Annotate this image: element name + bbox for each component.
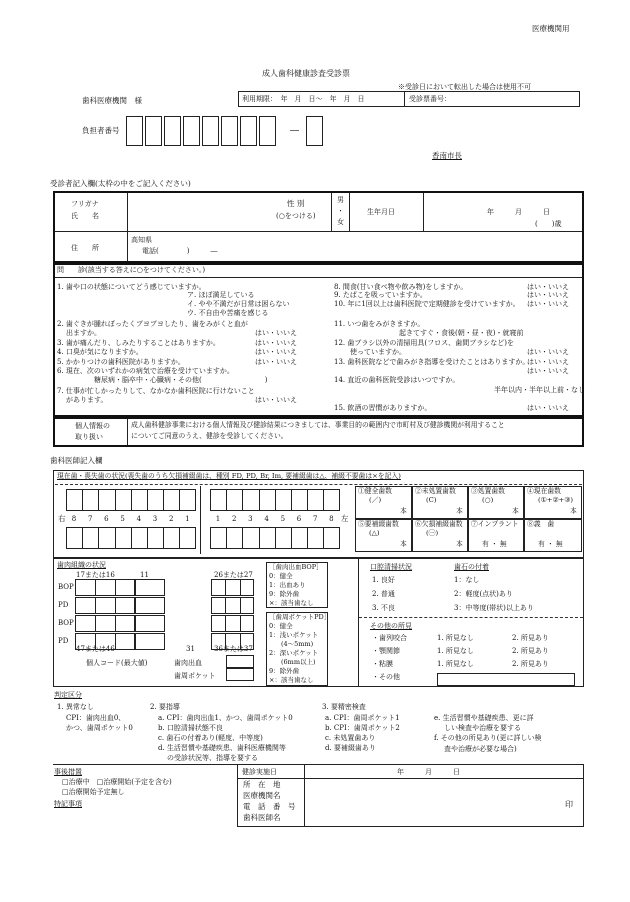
yes-no-option[interactable]: はい・いいえ bbox=[527, 283, 569, 291]
questionnaire-title: 問 診(該当する答えに○をつけてください。) bbox=[57, 266, 206, 274]
judgement-guidance[interactable]: 2. 要指導 bbox=[150, 703, 180, 711]
perio-label-47-46: 47または46 bbox=[76, 645, 115, 653]
calculus-option[interactable]: 2：軽度(点状)あり bbox=[454, 590, 513, 598]
hygiene-option[interactable]: 2. 普通 bbox=[372, 590, 395, 598]
privacy-text-1: 成人歯科健診事業における個人情報及び健診結果につきましては、事業目的の範囲内で市町村及び健診機関が利用すること bbox=[131, 421, 505, 429]
question-q6: 6. 現在、次のいずれかの病気で治療を受けていますか。 bbox=[57, 367, 234, 375]
bop-legend-item: ［歯肉出血BOP］ bbox=[269, 563, 323, 571]
question-q8: 8. 間食(甘い食べ物や飲み物)をしますか。 bbox=[334, 283, 468, 291]
sex-hint: (○をつける) bbox=[276, 212, 316, 220]
perio-cell-group[interactable] bbox=[135, 579, 165, 596]
other-finding-none[interactable]: 1. 所見なし bbox=[437, 647, 474, 655]
yes-no-option[interactable]: はい・いいえ bbox=[255, 358, 297, 366]
question-q12a: 12. 歯ブラシ以外の清掃用具(フロス、歯間ブラシなど)を bbox=[334, 339, 515, 347]
gum-bleeding-label: 歯肉出血 bbox=[174, 659, 202, 667]
yes-no-option[interactable]: はい・いいえ bbox=[527, 291, 569, 299]
detailed-item: c. 未処置歯あり bbox=[325, 734, 376, 742]
yes-no-option[interactable]: はい・いいえ bbox=[527, 367, 569, 375]
other-finding-label: ・顎関節 bbox=[372, 647, 400, 655]
phone-field[interactable]: 電話( ) ― bbox=[142, 247, 218, 255]
perio-row-label: PD bbox=[58, 637, 69, 645]
tooth-number: 8 bbox=[329, 515, 334, 523]
perio-cell-group[interactable] bbox=[211, 597, 254, 614]
tooth-count-sub: (C) bbox=[426, 496, 437, 504]
pd-legend-item: (4〜5mm) bbox=[281, 640, 314, 648]
exam-date-label: 健診実施日 bbox=[242, 768, 277, 776]
perio-label-36-37: 36または37 bbox=[214, 645, 253, 653]
hygiene-option[interactable]: 3. 不良 bbox=[372, 604, 395, 612]
question-q4: 4. 口臭が気になりますか。 bbox=[57, 348, 143, 356]
other-finding-yes[interactable]: 2. 所見あり bbox=[512, 660, 549, 668]
tooth-number: 8 bbox=[71, 515, 77, 523]
tooth-number: 1 bbox=[185, 515, 190, 523]
judgement-title: 判定区分 bbox=[54, 691, 82, 699]
question-q2b: 出ますか。 bbox=[66, 329, 101, 337]
perio-cell-group[interactable] bbox=[75, 633, 135, 650]
question-q9: 9. たばこを吸っていますか。 bbox=[334, 291, 427, 299]
payer-digit-box[interactable] bbox=[145, 116, 162, 146]
furigana-label: フリガナ bbox=[71, 200, 99, 208]
perio-label-11: 11 bbox=[140, 571, 149, 579]
gum-pocket-label: 歯周ポケット bbox=[174, 672, 216, 680]
question-q11-ans: 起きてすぐ・食後(朝・昼・夜)・就寝前 bbox=[399, 329, 524, 337]
tooth-number: 2 bbox=[231, 515, 237, 523]
sex-male-option[interactable]: 男 bbox=[337, 196, 344, 204]
tooth-count-label: ⑧義 歯 bbox=[527, 520, 555, 528]
perio-label-31: 31 bbox=[186, 645, 195, 653]
bop-legend-item: 1：出血あり bbox=[269, 581, 306, 589]
address-label: 住 所 bbox=[71, 244, 99, 252]
question-q11: 11. いつ歯をみがきますか。 bbox=[334, 320, 425, 328]
bop-legend-item: ×：該当歯なし bbox=[269, 599, 314, 607]
payer-separator: ― bbox=[290, 126, 299, 136]
payer-digit-box[interactable] bbox=[164, 116, 181, 146]
gum-bleeding-code-box[interactable] bbox=[226, 655, 254, 668]
guidance-item: c. 歯石の付着あり(軽度、中等度) bbox=[158, 734, 263, 742]
judgement-f-1: f. その他の所見あり(更に詳しい検 bbox=[434, 734, 542, 742]
tooth-count-unit: 本 bbox=[456, 507, 463, 515]
hygiene-title: 口腔清掃状況 bbox=[370, 563, 412, 571]
perio-cell-group[interactable] bbox=[135, 615, 165, 632]
pd-legend-item: 2：深いポケット bbox=[269, 649, 319, 657]
bop-legend-item: 9：除外歯 bbox=[269, 590, 300, 598]
aftercare-option-2[interactable]: □治療開始予定無し bbox=[62, 788, 125, 796]
other-finding-none[interactable]: 1. 所見なし bbox=[437, 634, 474, 642]
tooth-count-label: ⑦インプラント bbox=[471, 520, 519, 528]
guidance-item: の受診状況等、指導を要する bbox=[167, 754, 258, 762]
judgement-e-2: しい検査や治療を要する bbox=[444, 724, 521, 732]
tooth-number: 7 bbox=[87, 515, 93, 523]
question-q13: 13. 歯科医院などで歯みがき指導を受けたことはありますか。 bbox=[334, 358, 530, 366]
personal-code-label: 個人コード(最大値) bbox=[86, 659, 148, 667]
perio-label-26-27: 26または27 bbox=[214, 571, 253, 579]
perio-cell-group[interactable] bbox=[75, 597, 135, 614]
tooth-number: 3 bbox=[248, 515, 253, 523]
seal-mark: 印 bbox=[565, 800, 573, 809]
other-findings-title: その他の所見 bbox=[370, 622, 412, 630]
question-q1-i: イ. やや不満だが日常は困らない bbox=[187, 300, 290, 308]
payer-number-label: 負担者番号 bbox=[82, 126, 120, 135]
validity-box[interactable]: 利用期限： 年 月 日〜 年 月 日 bbox=[238, 91, 405, 107]
privacy-label-2: 取り扱い bbox=[75, 433, 103, 441]
hygiene-option[interactable]: 1. 良好 bbox=[372, 576, 395, 584]
payer-digit-box[interactable] bbox=[126, 116, 143, 146]
question-q1: 1. 歯や口の状態についてどう感じていますか。 bbox=[57, 283, 206, 291]
prefecture-text: 高知県 bbox=[131, 236, 152, 244]
judgement-f-2: 査や治療が必要な場合) bbox=[444, 745, 517, 753]
calculus-option[interactable]: 3：中等度(帯状)以上あり bbox=[454, 604, 534, 612]
pd-legend-item: 1：浅いポケット bbox=[269, 631, 319, 639]
tooth-count-unit: 有 ・ 無 bbox=[538, 540, 563, 548]
yes-no-option[interactable]: はい・いいえ bbox=[255, 396, 297, 404]
payer-digit-box[interactable] bbox=[202, 116, 219, 146]
question-q15: 15. 飲酒の習慣がありますか。 bbox=[334, 404, 432, 412]
name-label: 氏 名 bbox=[71, 212, 99, 220]
guidance-item: a. CPI：歯肉出血1、かつ、歯周ポケット0 bbox=[158, 714, 293, 722]
institution-label: 医療機関名 bbox=[243, 791, 281, 800]
tooth-count-unit: 本 bbox=[512, 507, 519, 515]
gum-pocket-code-box[interactable] bbox=[226, 668, 254, 681]
tooth-count-sub: (△) bbox=[369, 529, 380, 537]
privacy-text-2: についてご同意のうえ、健診を受診してください。 bbox=[131, 432, 288, 440]
dob-label: 生年月日 bbox=[367, 208, 395, 216]
question-q3: 3. 歯が痛んだり、しみたりすることはありますか。 bbox=[57, 339, 220, 347]
pd-legend-item: 9：除外歯 bbox=[269, 667, 300, 675]
sex-label: 性 別 bbox=[287, 199, 305, 208]
mayor-label: 香南市長 bbox=[432, 151, 462, 160]
other-finding-yes[interactable]: 2. 所見あり bbox=[512, 647, 549, 655]
question-q6-list: 糖尿病・脳卒中・心臓病・その他( ) bbox=[94, 376, 268, 384]
yes-no-option[interactable]: はい・いいえ bbox=[255, 339, 297, 347]
question-q14: 14. 直近の歯科医院受診はいつですか。 bbox=[334, 376, 460, 384]
question-q7b: があります。 bbox=[66, 396, 108, 404]
tooth-count-unit: 有 ・ 無 bbox=[482, 540, 507, 548]
relocation-notice: ※受診日において転出した場合は使用不可 bbox=[398, 83, 531, 91]
payer-digit-box[interactable] bbox=[240, 116, 257, 146]
age-field[interactable]: ( )歳 bbox=[535, 220, 562, 228]
question-q1-a: ア. ほぼ満足している bbox=[187, 291, 255, 299]
perio-cell-group[interactable] bbox=[75, 579, 135, 596]
pd-legend-item: ［歯周ポケットPD］ bbox=[269, 613, 331, 621]
tooth-count-label: ①健全歯数 bbox=[358, 487, 392, 495]
judgement-detailed[interactable]: 3. 要精密検査 bbox=[322, 703, 366, 711]
tooth-number: 6 bbox=[296, 515, 302, 523]
payer-check-digit-box[interactable] bbox=[306, 116, 323, 146]
payer-digit-box[interactable] bbox=[183, 116, 200, 146]
tooth-count-label: ⑥欠損補綴歯数 bbox=[415, 520, 463, 528]
perio-cell-group[interactable] bbox=[75, 615, 135, 632]
other-finding-none[interactable]: 1. 所見なし bbox=[437, 660, 474, 668]
yes-no-option[interactable]: はい・いいえ bbox=[527, 404, 569, 412]
tooth-count-unit: 本 bbox=[400, 540, 407, 548]
yes-no-option[interactable]: はい・いいえ bbox=[527, 300, 569, 308]
yes-no-option[interactable]: はい・いいえ bbox=[255, 329, 297, 337]
question-q12b: 使っていますか。 bbox=[350, 348, 406, 356]
other-finding-label: ・歯列咬合 bbox=[372, 634, 407, 642]
question-q14-ans: 半年以内・半年以上前・なし bbox=[494, 386, 585, 394]
perio-row-label: BOP bbox=[58, 583, 74, 591]
page-title: 成人歯科健康診査受診票 bbox=[262, 69, 350, 78]
pd-legend-item: (6mm以上) bbox=[281, 658, 316, 666]
tooth-count-unit: 本 bbox=[570, 507, 577, 515]
sex-female-option[interactable]: 女 bbox=[337, 218, 344, 226]
aftercare-option-1[interactable]: □治療中 □治療開始(予定を含む) bbox=[62, 778, 172, 786]
tooth-number: 2 bbox=[168, 515, 174, 523]
teeth-status-title: 現在歯・喪失歯の状況(喪失歯のうち欠損補綴歯は、種別 FD, PD, Br, Im, 要補綴歯は△、補綴不要歯は×を記入) bbox=[57, 472, 401, 480]
sex-dot: ・ bbox=[337, 207, 344, 215]
perio-cell-group[interactable] bbox=[211, 579, 254, 596]
question-q2a: 2. 歯ぐきが腫れぼったくブヨブヨしたり、歯をみがくと血が bbox=[57, 320, 248, 328]
tooth-count-label: ③処置歯数 bbox=[471, 487, 505, 495]
other-finding-field[interactable] bbox=[437, 673, 575, 686]
question-q7a: 7. 仕事が忙しかったりして、なかなか歯科医院に行けないこと bbox=[57, 387, 255, 395]
perio-cell-group[interactable] bbox=[211, 633, 254, 650]
yes-no-option[interactable]: はい・いいえ bbox=[255, 348, 297, 356]
question-q5: 5. かかりつけの歯科医院がありますか。 bbox=[57, 358, 185, 366]
detailed-item: a. CPI：歯周ポケット1 bbox=[325, 714, 400, 722]
perio-cell-group[interactable] bbox=[135, 633, 165, 650]
tooth-number: 7 bbox=[312, 515, 318, 523]
tooth-number: 1 bbox=[215, 515, 221, 523]
guidance-item: d. 生活習慣や基礎疾患、歯科医療機関等 bbox=[158, 744, 286, 752]
question-q10: 10. 年に1回以上は歯科医院で定期健診を受けていますか。 bbox=[334, 300, 520, 308]
tooth-count-sub: (／) bbox=[369, 496, 382, 504]
phone-label: 電 話 番 号 bbox=[243, 802, 296, 811]
payer-digit-box[interactable] bbox=[259, 116, 276, 146]
calculus-title: 歯石の付着 bbox=[454, 563, 489, 571]
pd-legend-item: ×：該当歯なし bbox=[269, 676, 314, 684]
doctor-label: 歯科医師名 bbox=[243, 813, 281, 822]
form-type-label: 医療機関用 bbox=[532, 24, 570, 33]
detailed-item: d. 要補綴歯あり bbox=[325, 744, 376, 752]
guidance-item: b. 口腔清掃状態不良 bbox=[158, 724, 223, 732]
other-finding-label: ・その他 bbox=[372, 673, 400, 681]
privacy-label-1: 個人情報の bbox=[75, 422, 110, 430]
yes-no-option[interactable]: はい・いいえ bbox=[527, 358, 569, 366]
tooth-count-sub: (○) bbox=[482, 496, 494, 504]
yes-no-option[interactable]: はい・いいえ bbox=[527, 348, 569, 356]
patient-section-title: 受診者記入欄(太枠の中をご記入ください) bbox=[50, 179, 191, 188]
tooth-count-label: ②未処置歯数 bbox=[415, 487, 456, 495]
judgement-normal[interactable]: 1. 異常なし bbox=[57, 703, 94, 711]
dentist-section-title: 歯科医師記入欄 bbox=[50, 456, 103, 465]
other-finding-label: ・粘膜 bbox=[372, 660, 393, 668]
perio-row-label: PD bbox=[58, 601, 69, 609]
tooth-number: 5 bbox=[120, 515, 125, 523]
dental-institution-label: 歯科医療機関 様 bbox=[82, 96, 142, 105]
aftercare-title: 事後措置 bbox=[54, 768, 82, 776]
perio-cell-group[interactable] bbox=[211, 615, 254, 632]
remarks-label: 特記事項 bbox=[54, 800, 82, 808]
tooth-count-sub: (①+②+③) bbox=[538, 496, 573, 504]
judgement-e-1: e. 生活習慣や基礎疾患、更に詳 bbox=[434, 714, 534, 722]
other-finding-yes[interactable]: 2. 所見あり bbox=[512, 634, 549, 642]
left-side-label: 左 bbox=[341, 514, 349, 523]
question-q1-u: ウ. 不自由や苦痛を感じる bbox=[187, 309, 269, 317]
right-side-label: 右 bbox=[58, 514, 66, 523]
detailed-item: b. CPI：歯周ポケット2 bbox=[325, 724, 400, 732]
tooth-count-sub: (㊀) bbox=[426, 529, 439, 537]
exam-date-field[interactable]: 年 月 日 bbox=[397, 768, 460, 776]
pd-legend-item: 0：健全 bbox=[269, 622, 293, 630]
tooth-number: 4 bbox=[264, 515, 269, 523]
dob-field[interactable]: 年 月 日 bbox=[487, 208, 550, 216]
tooth-count-unit: 本 bbox=[456, 540, 463, 548]
calculus-option[interactable]: 1：なし bbox=[454, 576, 480, 584]
perio-row-label: BOP bbox=[58, 619, 74, 627]
tooth-count-label: ⑤要補綴歯数 bbox=[358, 520, 399, 528]
tooth-number: 4 bbox=[136, 515, 142, 523]
payer-digit-box[interactable] bbox=[221, 116, 238, 146]
perio-label-17-16: 17または16 bbox=[76, 571, 115, 579]
location-label: 所 在 地 bbox=[243, 780, 281, 789]
bop-legend-item: 0：健全 bbox=[269, 572, 293, 580]
judgement-normal-cpi: CPI：歯肉出血0、 bbox=[66, 714, 126, 722]
tooth-count-unit: 本 bbox=[400, 507, 407, 515]
perio-cell-group[interactable] bbox=[135, 597, 165, 614]
tooth-number: 3 bbox=[152, 515, 158, 523]
tooth-number: 6 bbox=[104, 515, 109, 523]
tooth-number: 5 bbox=[280, 515, 286, 523]
ticket-number-box[interactable]: 受診票番号： bbox=[404, 91, 580, 107]
judgement-normal-pocket: かつ、歯周ポケット0 bbox=[66, 724, 133, 732]
tooth-count-label: ④現在歯数 bbox=[527, 487, 561, 495]
perio-title: 歯肉組織の状況 bbox=[57, 561, 106, 569]
